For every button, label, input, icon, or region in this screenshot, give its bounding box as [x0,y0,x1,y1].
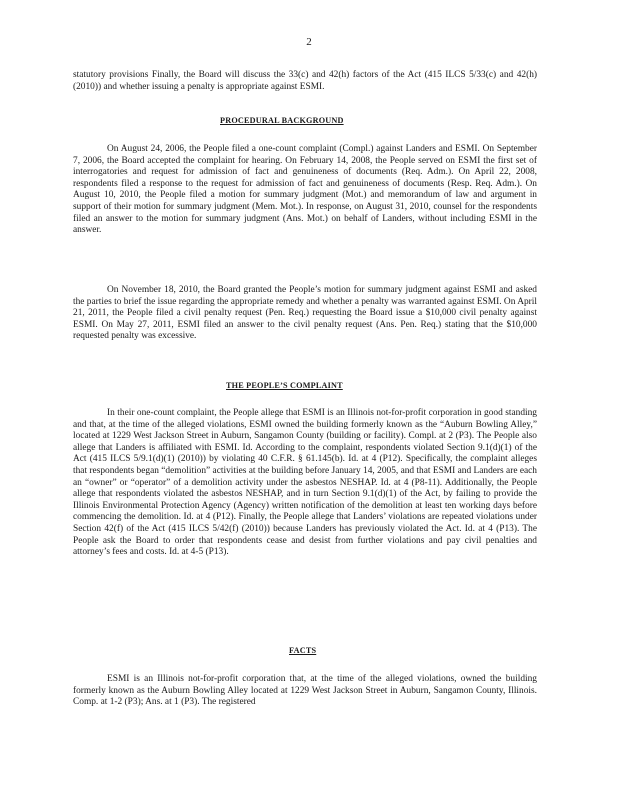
facts-heading: FACTS [289,646,317,655]
peoples-complaint-heading: THE PEOPLE’S COMPLAINT [226,381,343,390]
procedural-background-heading: PROCEDURAL BACKGROUND [220,116,344,125]
complaint-paragraph: In their one-count complaint, the People allege that ESMI is an Illinois not-for-profit corporation in good standing and that, at the time of the alleged violations, ESMI owned the building formerly known as the “Auburn Bowling Alley,” located at 1229 West Jackson Street in Auburn, Sangamon County (building or facility). Compl. at 2 (P3). The People also allege that Landers is affiliated with ESMI. Id. According to the complaint, respondents violated Section 9.1(d)(1) of the Act (415 ILCS 5/9.1(d)(1) (2010)) by violating 40 C.F.R. § 61.145(b). Id. at 4 (P12). Specifically, the complaint alleges that respondents began “demolition” activities at the building before January 14, 2005, and that ESMI and Landers are each an “owner” or “operator” of a demolition activity under the asbestos NESHAP. Id. at 4 (P8-11). Additionally, the People allege that respondents violated the asbestos NESHAP, and in turn Section 9.1(d)(1) of the Act, by failing to provide the Illinois Environmental Protection Agency (Agency) written notification of the demolition at least ten working days before commencing the demolition. Id. at 4 (P12). Finally, the People allege that Landers’ violations are repeated violations under Section 42(f) of the Act (415 ILCS 5/42(f) (2010)) because Landers has previously violated the Act. Id. at 4 (P13). The People ask the Board to order that respondents cease and desist from further violations and pay civil penalties and attorney’s fees and costs. Id. at 4-5 (P13). [73,408,537,558]
page-number: 2 [306,36,312,48]
intro-paragraph: statutory provisions Finally, the Board will discuss the 33(c) and 42(h) factors of the Act (415 ILCS 5/33(c) and 42(h) (2010)) and whether issuing a penalty is appropriate against ESMI. [73,70,537,92]
procedural-paragraph-1: On August 24, 2006, the People filed a one-count complaint (Compl.) against Landers and ESMI. On September 7, 2006, the Board accepted the complaint for hearing. On February 14, 2008, the People served on ESMI the first set of interrogatories and request for admission of fact and genuineness of documents (Req. Adm.). On April 22, 2008, respondents filed a response to the request for admission of fact and genuineness of documents (Resp. Req. Adm.). On August 10, 2010, the People filed a motion for summary judgment (Mot.) and memorandum of law and argument in support of their motion for summary judgment (Mem. Mot.). In response, on August 31, 2010, counsel for the respondents filed an answer to the motion for summary judgment (Ans. Mot.) on behalf of Landers, without including ESMI in the answer. [73,144,537,236]
procedural-paragraph-2: On November 18, 2010, the Board granted the People’s motion for summary judgment against ESMI and asked the parties to brief the issue regarding the appropriate remedy and whether a penalty was warranted against ESMI. On April 21, 2011, the People filed a civil penalty request (Pen. Req.) requesting the Board issue a $10,000 civil penalty against ESMI. On May 27, 2011, ESMI filed an answer to the civil penalty request (Ans. Pen. Req.) stating that the $10,000 requested penalty was excessive. [73,285,537,342]
facts-paragraph: ESMI is an Illinois not-for-profit corporation that, at the time of the alleged violations, owned the building formerly known as the Auburn Bowling Alley located at 1229 West Jackson Street in Auburn, Sangamon County, Illinois. Comp. at 1-2 (P3); Ans. at 1 (P3). The registered [73,674,537,708]
